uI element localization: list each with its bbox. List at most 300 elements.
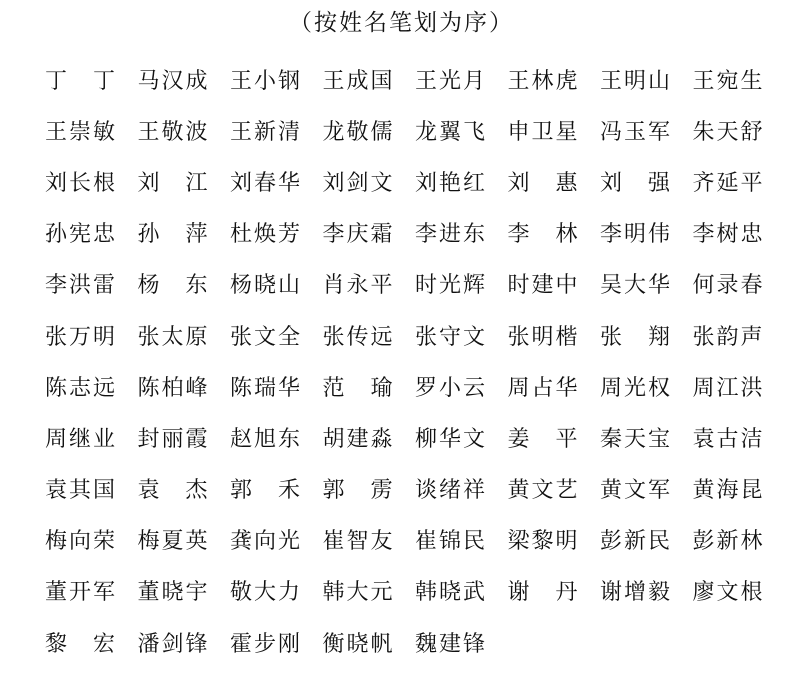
name-item (138, 619, 208, 670)
name-character: 晓 (346, 631, 369, 657)
name-character: 小 (438, 375, 461, 401)
name-item (600, 158, 670, 209)
name-item (415, 312, 485, 363)
name-character: 绪 (438, 478, 461, 504)
name-item (415, 210, 485, 261)
name-character: 张 (322, 324, 345, 350)
name-character: 建 (531, 273, 554, 299)
name-character: 江 (185, 170, 208, 196)
name-character: 敬 (161, 119, 184, 145)
name-character: 锦 (438, 529, 461, 555)
name-item (600, 312, 670, 363)
name-item (138, 312, 208, 363)
name-character: 何 (692, 273, 715, 299)
name-character: 军 (647, 119, 670, 145)
name-item (415, 158, 485, 209)
name-item (323, 568, 393, 619)
name-character: 明 (623, 222, 646, 248)
name-item (508, 210, 578, 261)
name-character: 肖 (322, 273, 345, 299)
name-character: 杨 (230, 273, 253, 299)
name-character: 秦 (600, 426, 623, 452)
name-character: 华 (438, 426, 461, 452)
name-character: 增 (623, 580, 646, 606)
name-character: 敏 (92, 119, 115, 145)
name-character: 王 (137, 119, 160, 145)
name-item (415, 56, 485, 107)
name-character: 忠 (92, 222, 115, 248)
name-character: 舒 (740, 119, 763, 145)
name-item (138, 414, 208, 465)
name-character: 晓 (438, 580, 461, 606)
name-character: 锋 (185, 631, 208, 657)
name-character: 虎 (555, 68, 578, 94)
name-character: 吴 (600, 273, 623, 299)
name-character: 树 (716, 222, 739, 248)
name-item (323, 312, 393, 363)
name-item (323, 363, 393, 414)
name-item (508, 414, 578, 465)
name-character: 禾 (277, 478, 300, 504)
name-item (323, 466, 393, 517)
name-character: 雳 (370, 478, 393, 504)
name-character: 王 (507, 68, 530, 94)
name-character: 红 (462, 170, 485, 196)
name-item (230, 312, 300, 363)
name-item (230, 363, 300, 414)
name-character: 艳 (438, 170, 461, 196)
name-item (45, 414, 115, 465)
name-item (600, 210, 670, 261)
name-character: 韩 (322, 580, 345, 606)
name-character: 国 (370, 68, 393, 94)
name-character: 彭 (600, 529, 623, 555)
name-character: 杜 (230, 222, 253, 248)
name-character: 锋 (462, 631, 485, 657)
name-character: 全 (277, 324, 300, 350)
name-character: 智 (346, 529, 369, 555)
name-character: 柳 (415, 426, 438, 452)
name-character: 文 (623, 478, 646, 504)
name-character: 海 (716, 478, 739, 504)
name-character: 赵 (230, 426, 253, 452)
name-character: 黎 (531, 529, 554, 555)
name-character: 剑 (346, 170, 369, 196)
name-character: 光 (277, 529, 300, 555)
name-character: 志 (68, 375, 91, 401)
name-character: 时 (507, 273, 530, 299)
name-character: 录 (716, 273, 739, 299)
name-character: 明 (92, 324, 115, 350)
name-character: 华 (555, 375, 578, 401)
name-item (415, 568, 485, 619)
name-item (508, 466, 578, 517)
name-character: 卫 (531, 119, 554, 145)
name-character: 步 (253, 631, 276, 657)
name-character: 黄 (600, 478, 623, 504)
name-character: 冯 (600, 119, 623, 145)
name-character: 平 (555, 426, 578, 452)
name-character: 太 (161, 324, 184, 350)
name-item (693, 363, 763, 414)
list-heading: （按姓名笔划为序） (289, 10, 514, 36)
name-character: 宛 (716, 68, 739, 94)
name-character: 旭 (253, 426, 276, 452)
name-character: 文 (462, 324, 485, 350)
name-character: 宪 (68, 222, 91, 248)
name-character: 剑 (161, 631, 184, 657)
name-character: 根 (740, 580, 763, 606)
name-character: 孙 (137, 222, 160, 248)
name-character: 向 (68, 529, 91, 555)
name-character: 陈 (45, 375, 68, 401)
name-character: 王 (230, 119, 253, 145)
name-character: 张 (137, 324, 160, 350)
name-character: 陈 (137, 375, 160, 401)
name-character: 韵 (716, 324, 739, 350)
name-character: 芳 (277, 222, 300, 248)
name-item (600, 107, 670, 158)
name-item (508, 312, 578, 363)
name-character: 张 (230, 324, 253, 350)
name-character: 翼 (438, 119, 461, 145)
name-character: 楷 (555, 324, 578, 350)
name-character: 原 (185, 324, 208, 350)
name-item (138, 466, 208, 517)
name-character: 瑞 (253, 375, 276, 401)
name-item (600, 517, 670, 568)
name-character: 崔 (322, 529, 345, 555)
name-character: 胡 (322, 426, 345, 452)
name-character: 声 (740, 324, 763, 350)
name-character: 周 (600, 375, 623, 401)
name-character: 建 (438, 631, 461, 657)
name-item (693, 312, 763, 363)
name-item (45, 312, 115, 363)
name-item (323, 414, 393, 465)
name-character: 文 (716, 580, 739, 606)
name-item (323, 210, 393, 261)
name-character: 东 (277, 426, 300, 452)
name-character: 玉 (623, 119, 646, 145)
name-item (693, 261, 763, 312)
name-character: 敬 (230, 580, 253, 606)
name-item (508, 261, 578, 312)
name-item (693, 568, 763, 619)
name-character: 延 (716, 170, 739, 196)
name-character: 华 (277, 170, 300, 196)
name-character: 夏 (161, 529, 184, 555)
name-character: 韩 (415, 580, 438, 606)
name-item (323, 619, 393, 670)
name-character: 黎 (45, 631, 68, 657)
name-item (508, 568, 578, 619)
name-character: 天 (716, 119, 739, 145)
name-character: 万 (68, 324, 91, 350)
name-character: 彭 (692, 529, 715, 555)
name-character: 文 (531, 478, 554, 504)
name-character: 王 (600, 68, 623, 94)
name-item (693, 517, 763, 568)
name-character: 儒 (370, 119, 393, 145)
name-character: 刘 (507, 170, 530, 196)
name-character: 张 (600, 324, 623, 350)
name-character: 崔 (415, 529, 438, 555)
name-character: 翔 (647, 324, 670, 350)
name-character: 新 (253, 119, 276, 145)
name-character: 刘 (137, 170, 160, 196)
name-item (508, 517, 578, 568)
name-character: 光 (623, 375, 646, 401)
name-character: 晓 (161, 580, 184, 606)
name-item (230, 414, 300, 465)
name-character: 廖 (692, 580, 715, 606)
name-character: 星 (555, 119, 578, 145)
name-character: 衡 (322, 631, 345, 657)
name-character: 李 (415, 222, 438, 248)
name-character: 强 (647, 170, 670, 196)
name-character: 刘 (322, 170, 345, 196)
name-item (45, 56, 115, 107)
name-character: 刘 (230, 170, 253, 196)
name-character: 荣 (92, 529, 115, 555)
name-item (415, 261, 485, 312)
name-character: 谈 (415, 478, 438, 504)
name-item (45, 517, 115, 568)
name-character: 宝 (647, 426, 670, 452)
name-character: 王 (692, 68, 715, 94)
name-character: 武 (462, 580, 485, 606)
name-character: 远 (370, 324, 393, 350)
name-character: 王 (322, 68, 345, 94)
name-character: 其 (68, 478, 91, 504)
name-character: 建 (346, 426, 369, 452)
name-item (230, 466, 300, 517)
name-character: 守 (438, 324, 461, 350)
name-item (323, 261, 393, 312)
name-character: 民 (462, 529, 485, 555)
name-item (45, 363, 115, 414)
name-character: 文 (462, 426, 485, 452)
name-character: 元 (370, 580, 393, 606)
name-character: 丁 (45, 68, 68, 94)
name-item (323, 517, 393, 568)
name-character: 钢 (277, 68, 300, 94)
name-item (45, 210, 115, 261)
name-character: 友 (370, 529, 393, 555)
name-character: 杨 (137, 273, 160, 299)
name-character: 向 (253, 529, 276, 555)
name-list (45, 56, 785, 670)
name-character: 开 (68, 580, 91, 606)
name-character: 平 (740, 170, 763, 196)
name-item (415, 466, 485, 517)
name-character: 雷 (92, 273, 115, 299)
name-item (693, 466, 763, 517)
name-character: 齐 (692, 170, 715, 196)
name-item (508, 363, 578, 414)
name-character: 根 (92, 170, 115, 196)
name-character: 袁 (692, 426, 715, 452)
name-item (323, 107, 393, 158)
name-character: 梅 (45, 529, 68, 555)
name-character: 飞 (462, 119, 485, 145)
name-character: 魏 (415, 631, 438, 657)
name-character: 袁 (45, 478, 68, 504)
name-item (600, 414, 670, 465)
name-character: 董 (45, 580, 68, 606)
name-character: 林 (555, 222, 578, 248)
name-item (138, 56, 208, 107)
name-character: 文 (370, 170, 393, 196)
name-character: 龚 (230, 529, 253, 555)
name-item (600, 261, 670, 312)
name-item (693, 107, 763, 158)
name-character: 谢 (600, 580, 623, 606)
name-character: 昆 (740, 478, 763, 504)
name-character: 宇 (185, 580, 208, 606)
name-character: 郭 (322, 478, 345, 504)
name-character: 进 (438, 222, 461, 248)
name-character: 帆 (370, 631, 393, 657)
name-character: 春 (253, 170, 276, 196)
name-character: 黄 (507, 478, 530, 504)
name-item (138, 210, 208, 261)
name-character: 大 (346, 580, 369, 606)
name-character: 军 (92, 580, 115, 606)
name-character: 王 (45, 119, 68, 145)
name-character: 王 (230, 68, 253, 94)
name-character: 林 (531, 68, 554, 94)
name-character: 业 (92, 426, 115, 452)
name-character: 天 (623, 426, 646, 452)
name-item (230, 568, 300, 619)
name-character: 明 (555, 529, 578, 555)
name-character: 刘 (45, 170, 68, 196)
name-character: 光 (438, 273, 461, 299)
name-character: 权 (647, 375, 670, 401)
name-character: 霍 (230, 631, 253, 657)
name-character: 申 (507, 119, 530, 145)
name-item (138, 107, 208, 158)
name-character: 刘 (415, 170, 438, 196)
name-character: 山 (277, 273, 300, 299)
name-character: 祥 (462, 478, 485, 504)
name-item (600, 56, 670, 107)
name-item (415, 363, 485, 414)
name-item (693, 210, 763, 261)
name-item (415, 517, 485, 568)
name-character: 罗 (415, 375, 438, 401)
name-character: 杰 (185, 478, 208, 504)
name-character: 郭 (230, 478, 253, 504)
name-item (230, 619, 300, 670)
name-character: 洁 (740, 426, 763, 452)
name-character: 长 (68, 170, 91, 196)
name-character: 中 (555, 273, 578, 299)
name-character: 王 (415, 68, 438, 94)
name-character: 李 (692, 222, 715, 248)
name-character: 波 (185, 119, 208, 145)
name-character: 李 (600, 222, 623, 248)
name-item (45, 158, 115, 209)
name-character: 张 (45, 324, 68, 350)
name-item (508, 56, 578, 107)
name-character: 李 (45, 273, 68, 299)
name-character: 柏 (161, 375, 184, 401)
name-character: 刘 (600, 170, 623, 196)
name-character: 成 (185, 68, 208, 94)
name-character: 林 (740, 529, 763, 555)
name-character: 朱 (692, 119, 715, 145)
name-item (508, 107, 578, 158)
name-character: 国 (92, 478, 115, 504)
name-item (693, 158, 763, 209)
name-item (415, 619, 485, 670)
name-character: 晓 (253, 273, 276, 299)
name-character: 毅 (647, 580, 670, 606)
name-item (323, 56, 393, 107)
name-item (508, 158, 578, 209)
name-character: 山 (647, 68, 670, 94)
name-item (230, 261, 300, 312)
name-character: 李 (322, 222, 345, 248)
name-character: 梅 (137, 529, 160, 555)
name-character: 萍 (185, 222, 208, 248)
name-character: 马 (137, 68, 160, 94)
name-character: 惠 (555, 170, 578, 196)
name-character: 周 (45, 426, 68, 452)
name-character: 清 (277, 119, 300, 145)
name-character: 继 (68, 426, 91, 452)
name-character: 江 (716, 375, 739, 401)
name-item (45, 619, 115, 670)
name-item (138, 568, 208, 619)
name-character: 丹 (555, 580, 578, 606)
name-character: 陈 (230, 375, 253, 401)
name-character: 周 (507, 375, 530, 401)
name-character: 袁 (137, 478, 160, 504)
name-character: 洪 (740, 375, 763, 401)
name-character: 潘 (137, 631, 160, 657)
name-character: 占 (531, 375, 554, 401)
name-character: 龙 (415, 119, 438, 145)
name-character: 庆 (346, 222, 369, 248)
name-character: 梁 (507, 529, 530, 555)
name-character: 范 (322, 375, 345, 401)
name-character: 张 (507, 324, 530, 350)
name-item (600, 568, 670, 619)
name-item (138, 261, 208, 312)
name-item (138, 517, 208, 568)
name-character: 平 (370, 273, 393, 299)
name-character: 古 (716, 426, 739, 452)
name-character: 华 (277, 375, 300, 401)
name-character: 焕 (253, 222, 276, 248)
name-character: 光 (438, 68, 461, 94)
name-character: 谢 (507, 580, 530, 606)
name-item (230, 210, 300, 261)
name-character: 文 (253, 324, 276, 350)
name-item (138, 158, 208, 209)
name-character: 丽 (161, 426, 184, 452)
name-character: 忠 (740, 222, 763, 248)
name-character: 云 (462, 375, 485, 401)
name-character: 霞 (185, 426, 208, 452)
name-item (138, 363, 208, 414)
name-character: 传 (346, 324, 369, 350)
name-character: 伟 (647, 222, 670, 248)
